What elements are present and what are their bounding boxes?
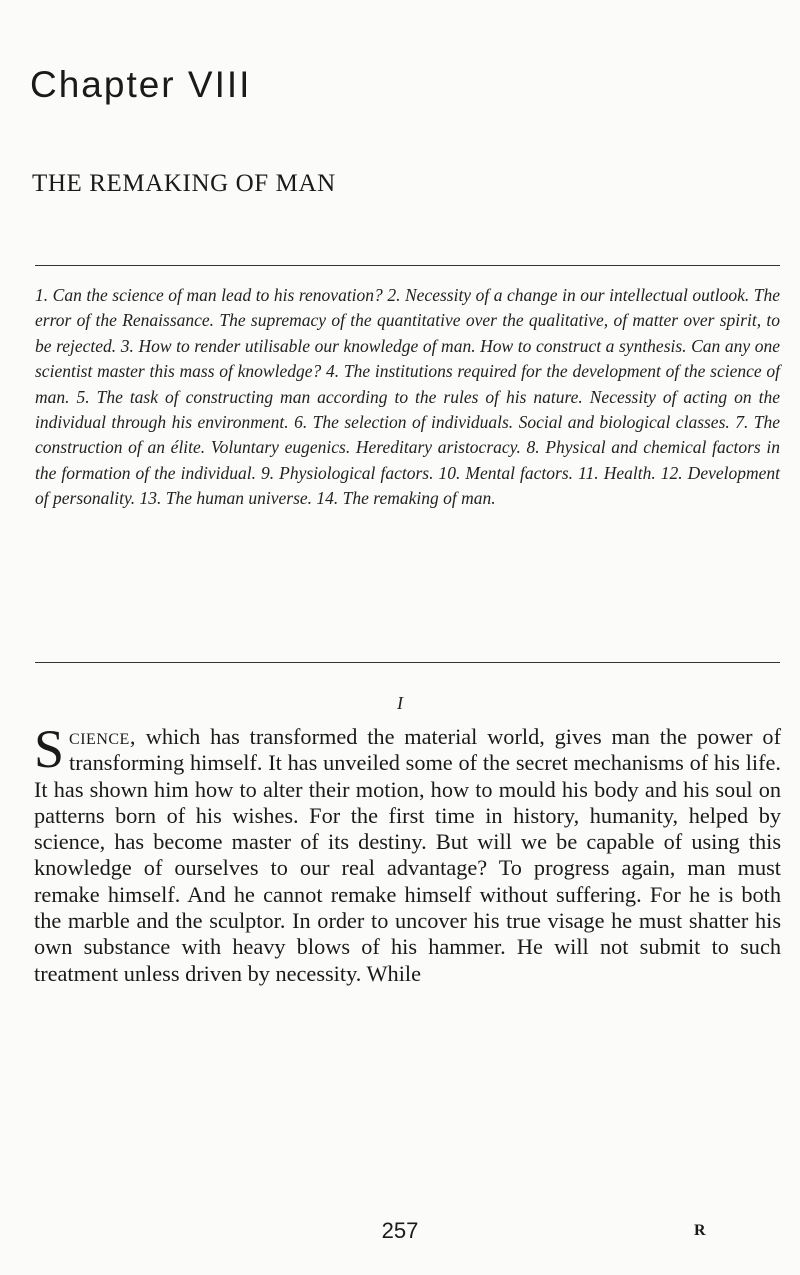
summary-top-rule [35,265,780,266]
chapter-title: THE REMAKING OF MAN [32,170,336,197]
first-word-rest: cience, [69,724,136,749]
page-number: 257 [381,1218,419,1243]
section-number: I [397,693,403,713]
signature-mark: R [694,1222,706,1239]
chapter-summary: 1. Can the science of man lead to his renovation? 2. Necessity of a change in our intellectual outlook. The error of the Renaissance. The supremacy of the quantitative over the qualitative, of matter over spirit, to be rejected. 3. How to render utilisable our knowledge of man. How to construct a synthesis. Can any one scientist master this mass of knowledge? 4. The institutions required for the development of the science of man. 5. The task of constructing man according to the rules of his nature. Necessity of acting on the individual through his environment. 6. The selection of individuals. Social and biological classes. 7. The construction of an élite. Voluntary eugenics. Hereditary aristocracy. 8. Physical and chemical factors in the formation of the individual. 9. Physiological factors. 10. Mental factors. 11. Health. 12. Development of personality. 13. The human universe. 14. The remaking of man. [35,285,780,509]
paragraph-text: which has transformed the material world, gives man the power of transforming himself. It has unveiled some of the secret mechanisms of his life. It has shown him how to alter their motion, how to mould his body and his soul on patterns born of his wishes. For the first time in history, humanity, helped by science, has become master of its destiny. But will we be capable of using this knowledge of ourselves to our real advantage? To progress again, man must remake himself. And he cannot remake himself without suffering. For he is both the marble and the sculptor. In order to uncover his true visage he must shatter his own substance with heavy blows of his hammer. He will not submit to such treatment unless driven by necessity. While [34,724,781,986]
summary-bottom-rule [35,662,780,663]
drop-cap: S [34,719,65,779]
body-paragraph [34,719,781,987]
chapter-heading: Chapter VIII [30,64,252,105]
